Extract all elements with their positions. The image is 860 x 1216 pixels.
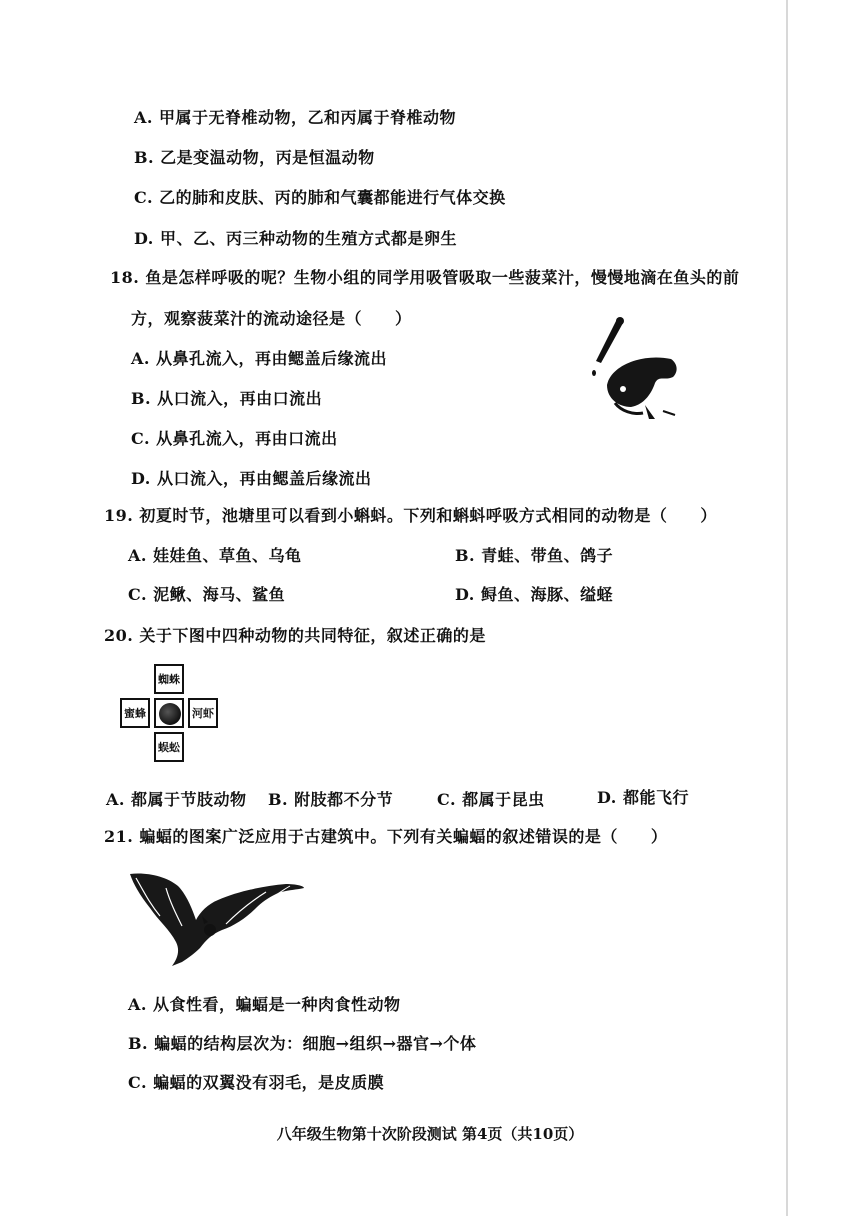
- fish-dropper-illustration: [585, 315, 685, 425]
- dropper-icon: [592, 317, 624, 376]
- cell-top-label: 蜘蛛: [154, 664, 184, 694]
- q18-stem-line2: 方，观察菠菜汁的流动途径是（ ）: [131, 309, 412, 328]
- q18-option-a: A. 从鼻孔流入，再由鳃盖后缘流出: [131, 349, 388, 368]
- q18-option-c: C. 从鼻孔流入，再由口流出: [131, 429, 338, 448]
- cell-left-label: 蜜蜂: [120, 698, 150, 728]
- q18-option-d: D. 从口流入，再由鳃盖后缘流出: [131, 469, 372, 488]
- bat-illustration: [126, 868, 310, 970]
- page-edge-line: [786, 0, 788, 1216]
- q17-option-b: B. 乙是变温动物，丙是恒温动物: [134, 148, 375, 167]
- q20-stem: 20. 关于下图中四种动物的共同特征，叙述正确的是: [104, 626, 486, 645]
- q19-stem: 19. 初夏时节，池塘里可以看到小蝌蚪。下列和蝌蚪呼吸方式相同的动物是（ ）: [104, 506, 717, 525]
- four-animals-cross-diagram: [120, 664, 224, 768]
- q18-stem-line1: 18. 鱼是怎样呼吸的呢？生物小组的同学用吸管吸取一些菠菜汁，慢慢地滴在鱼头的前: [110, 268, 740, 287]
- q21-option-a: A. 从食性看，蝙蝠是一种肉食性动物: [128, 995, 401, 1014]
- q20-option-b: B. 附肢都不分节: [268, 790, 394, 809]
- q17-option-d: D. 甲、乙、丙三种动物的生殖方式都是卵生: [134, 229, 457, 248]
- q21-option-c: C. 蝙蝠的双翼没有羽毛，是皮质膜: [128, 1073, 385, 1092]
- bat-icon: [130, 874, 304, 967]
- page-footer: 八年级生物第十次阶段测试 第4页（共10页）: [276, 1125, 584, 1143]
- fish-head-icon: [607, 357, 677, 419]
- cell-right-label: 河虾: [188, 698, 218, 728]
- q21-option-b: B. 蝙蝠的结构层次为：细胞→组织→器官→个体: [128, 1034, 477, 1053]
- q20-option-d: D. 都能飞行: [597, 788, 689, 807]
- q19-option-c: C. 泥鳅、海马、鲨鱼: [128, 585, 286, 604]
- q19-option-b: B. 青蛙、带鱼、鸽子: [455, 546, 614, 565]
- q20-option-a: A. 都属于节肢动物: [106, 790, 247, 809]
- animal-photo-icon: [159, 703, 181, 725]
- q20-option-c: C. 都属于昆虫: [437, 790, 545, 809]
- cell-bottom-label: 蜈蚣: [154, 732, 184, 762]
- q17-option-a: A. 甲属于无脊椎动物，乙和丙属于脊椎动物: [134, 108, 457, 127]
- q18-option-b: B. 从口流入，再由口流出: [131, 389, 323, 408]
- q17-option-c: C. 乙的肺和皮肤、丙的肺和气囊都能进行气体交换: [134, 188, 506, 207]
- q19-option-a: A. 娃娃鱼、草鱼、乌龟: [128, 546, 302, 565]
- cell-center-image: [154, 698, 184, 728]
- q21-stem: 21. 蝙蝠的图案广泛应用于古建筑中。下列有关蝙蝠的叙述错误的是（ ）: [104, 827, 668, 846]
- q19-option-d: D. 鲟鱼、海豚、缢蛏: [455, 585, 613, 604]
